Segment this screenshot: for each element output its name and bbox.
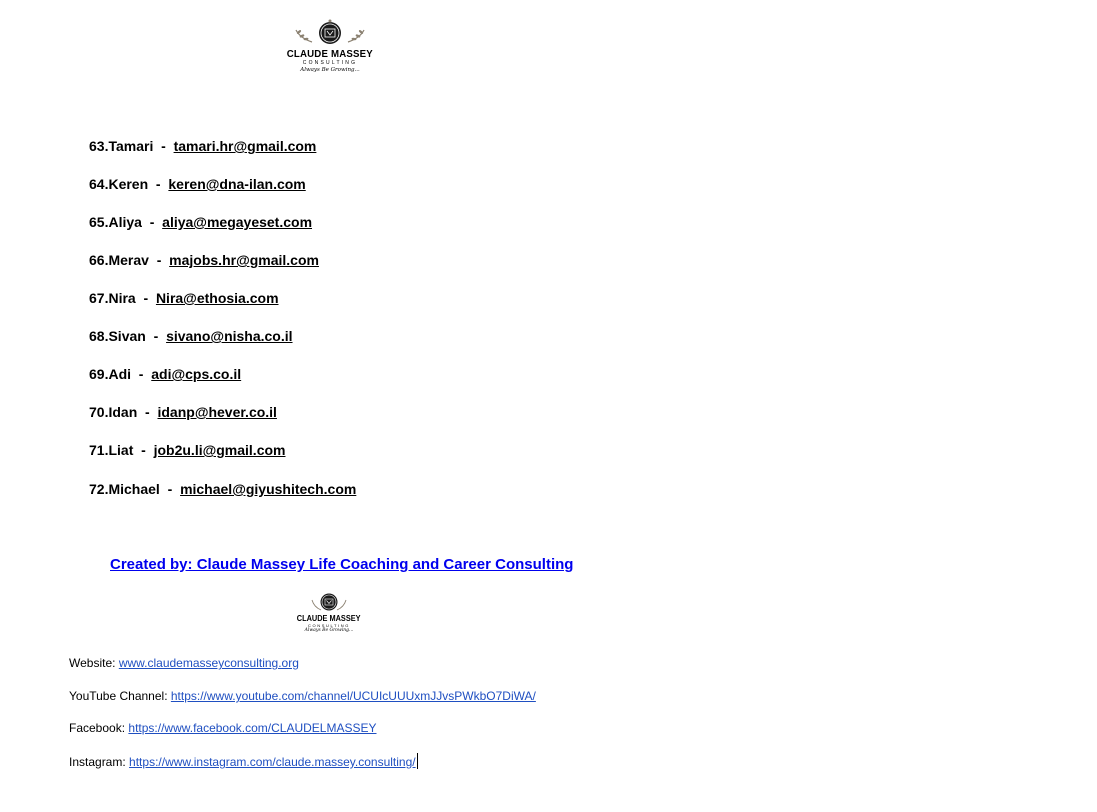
contact-name: 68.Sivan <box>89 328 146 344</box>
contact-separator: - <box>145 328 167 344</box>
footer-logo-subtitle: CONSULTING <box>308 623 350 628</box>
facebook-link[interactable]: https://www.facebook.com/CLAUDELMASSEY <box>128 721 377 735</box>
footer-logo-name: CLAUDE MASSEY <box>297 614 361 623</box>
contact-separator: - <box>153 138 174 154</box>
company-logo <box>284 18 376 74</box>
youtube-link[interactable]: https://www.youtube.com/channel/UCUIcUUUxmJJvsPWkbO7DiWA/ <box>170 689 536 703</box>
contact-email-link[interactable]: job2u.li@gmail.com <box>153 442 286 458</box>
contact-email-link[interactable]: keren@dna-ilan.com <box>168 176 306 192</box>
contact-separator: - <box>137 404 158 420</box>
logo-tagline: Always Be Growing... <box>300 67 360 73</box>
contact-separator: - <box>131 366 152 382</box>
contact-separator: - <box>159 481 181 497</box>
contact-separator: - <box>148 176 169 192</box>
logo-name: CLAUDE MASSEY <box>286 48 374 60</box>
contact-email-link[interactable]: michael@giyushitech.com <box>180 481 357 497</box>
contact-separator: - <box>141 214 163 230</box>
website-label: Website: <box>69 656 116 670</box>
contact-email-link[interactable]: sivano@nisha.co.il <box>166 328 293 344</box>
contact-item <box>89 365 241 383</box>
contact-separator: - <box>133 442 154 458</box>
website-row <box>69 655 299 671</box>
contact-email-link[interactable]: adi@cps.co.il <box>151 366 242 382</box>
crest-emblem-icon <box>309 591 349 613</box>
contact-name: 71.Liat <box>89 442 134 458</box>
contact-name: 69.Adi <box>89 366 132 382</box>
contact-item <box>89 289 279 307</box>
instagram-link[interactable]: https://www.instagram.com/claude.massey.consulting/ <box>129 755 416 769</box>
contact-name: 70.Idan <box>89 404 138 420</box>
contact-email-link[interactable]: tamari.hr@gmail.com <box>173 138 317 154</box>
contact-email-link[interactable]: aliya@megayeset.com <box>162 214 313 230</box>
contact-item <box>89 441 286 459</box>
created-by-link[interactable]: Created by: Claude Massey Life Coaching and Career Consulting <box>110 556 574 573</box>
contact-email-link[interactable]: majobs.hr@gmail.com <box>169 252 319 268</box>
contact-name: 67.Nira <box>89 290 136 306</box>
contact-email-link[interactable]: Nira@ethosia.com <box>155 290 279 306</box>
instagram-row <box>69 753 418 770</box>
contact-name: 64.Keren <box>89 176 149 192</box>
contact-name: 66.Merav <box>89 252 149 268</box>
youtube-row <box>69 688 536 704</box>
contact-item <box>89 480 356 498</box>
facebook-label: Facebook: <box>69 721 126 735</box>
contact-item <box>89 403 277 421</box>
contact-name: 65.Aliya <box>89 214 142 230</box>
contact-item <box>89 175 306 193</box>
contact-item <box>89 251 319 269</box>
footer-logo-tagline: Always Be Growing... <box>304 628 354 633</box>
crest-emblem-icon <box>290 18 370 48</box>
contact-item <box>89 327 293 345</box>
logo-subtitle: CONSULTING <box>302 60 358 66</box>
contact-item <box>89 137 316 155</box>
text-cursor <box>417 753 418 769</box>
instagram-label: Instagram: <box>69 755 126 769</box>
contact-name: 63.Tamari <box>89 138 154 154</box>
contact-name: 72.Michael <box>89 481 160 497</box>
website-link[interactable]: www.claudemasseyconsulting.org <box>118 656 299 670</box>
contact-email-link[interactable]: idanp@hever.co.il <box>157 404 277 420</box>
contact-item <box>89 213 312 231</box>
youtube-label: YouTube Channel: <box>69 689 168 703</box>
contact-separator: - <box>135 290 156 306</box>
facebook-row <box>69 720 377 736</box>
contact-separator: - <box>148 252 170 268</box>
footer-logo <box>296 591 362 634</box>
